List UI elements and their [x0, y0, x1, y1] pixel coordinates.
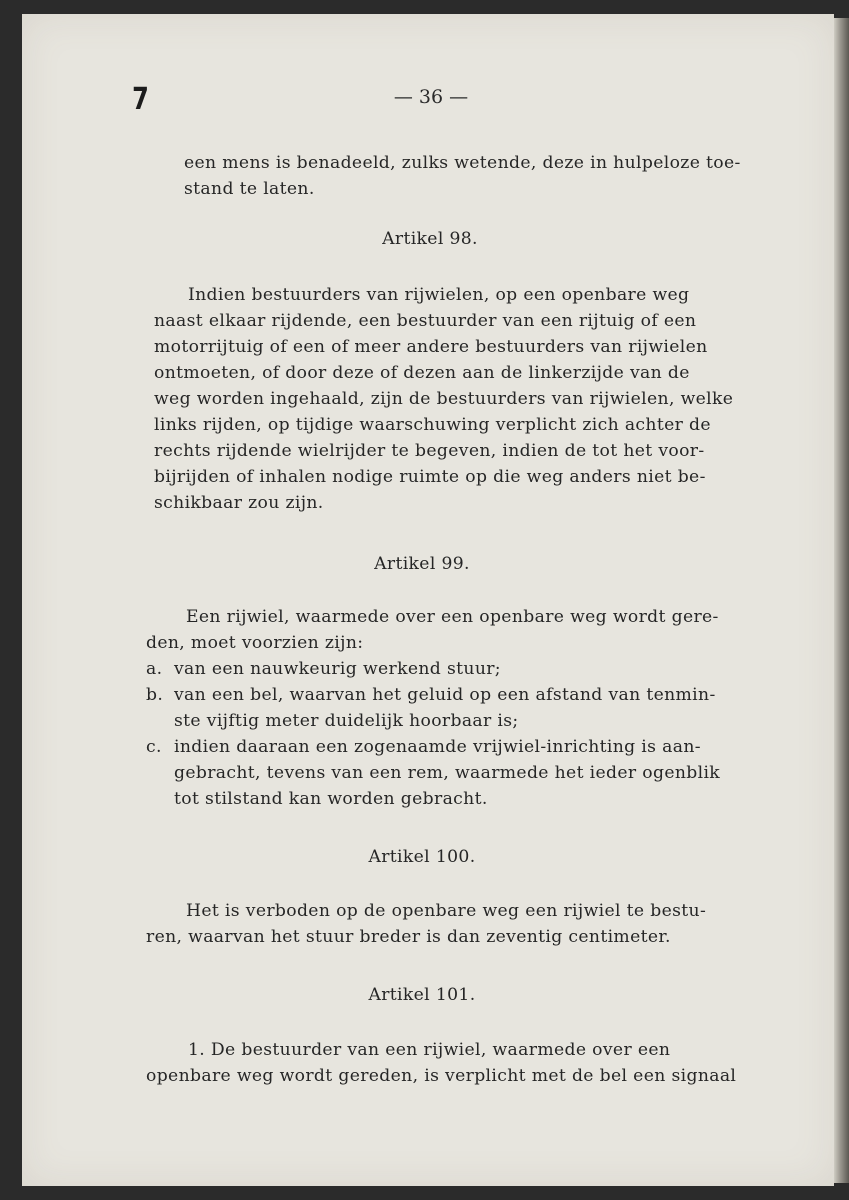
text-line: ren, waarvan het stuur breder is dan zeventig centimeter. [146, 927, 671, 947]
list-item: indien daaraan een zogenaamde vrijwiel-inrichting is aan- [174, 737, 701, 757]
text-line: den, moet voorzien zijn: [146, 633, 364, 653]
article-101-heading: Artikel 101. [368, 985, 476, 1005]
list-item: gebracht, tevens van een rem, waarmede het ieder ogenblik [174, 763, 721, 783]
text-line: schikbaar zou zijn. [154, 493, 324, 513]
list-item: van een nauwkeurig werkend stuur; [174, 659, 501, 679]
article-98-heading: Artikel 98. [382, 229, 478, 249]
text-line: een mens is benadeeld, zulks wetende, deze in hulpeloze toe- [184, 153, 741, 173]
text-line: links rijden, op tijdige waarschuwing verplicht zich achter de [154, 415, 711, 435]
text-line: weg worden ingehaald, zijn de bestuurders van rijwielen, welke [154, 389, 734, 409]
section-marker: 7 [132, 82, 149, 117]
text-line: openbare weg wordt gereden, is verplicht met de bel een signaal [146, 1066, 737, 1086]
list-item-label: c. [146, 737, 162, 757]
list-item-label: a. [146, 659, 163, 679]
list-item: van een bel, waarvan het geluid op een afstand van tenmin- [174, 685, 716, 705]
text-line: 1. De bestuurder van een rijwiel, waarmede over een [188, 1040, 671, 1060]
list-item-label: b. [146, 685, 164, 705]
text-line: ontmoeten, of door deze of dezen aan de linkerzijde van de [154, 363, 690, 383]
article-100-heading: Artikel 100. [368, 847, 476, 867]
book-page [22, 14, 834, 1186]
list-item: ste vijftig meter duidelijk hoorbaar is; [174, 711, 519, 731]
text-line: Een rijwiel, waarmede over een openbare weg wordt gere- [186, 607, 719, 627]
article-99-heading: Artikel 99. [374, 554, 470, 574]
text-line: motorrijtuig of een of meer andere bestuurders van rijwielen [154, 337, 708, 357]
page-number: — 36 — [393, 86, 469, 108]
text-line: bijrijden of inhalen nodige ruimte op die weg anders niet be- [154, 467, 706, 487]
text-line: Indien bestuurders van rijwielen, op een openbare weg [188, 285, 690, 305]
list-item: tot stilstand kan worden gebracht. [174, 789, 488, 809]
text-line: stand te laten. [184, 179, 315, 199]
page-edge [834, 18, 849, 1183]
text-line: naast elkaar rijdende, een bestuurder van een rijtuig of een [154, 311, 697, 331]
text-line: Het is verboden op de openbare weg een rijwiel te bestu- [186, 901, 707, 921]
text-line: rechts rijdende wielrijder te begeven, indien de tot het voor- [154, 441, 705, 461]
